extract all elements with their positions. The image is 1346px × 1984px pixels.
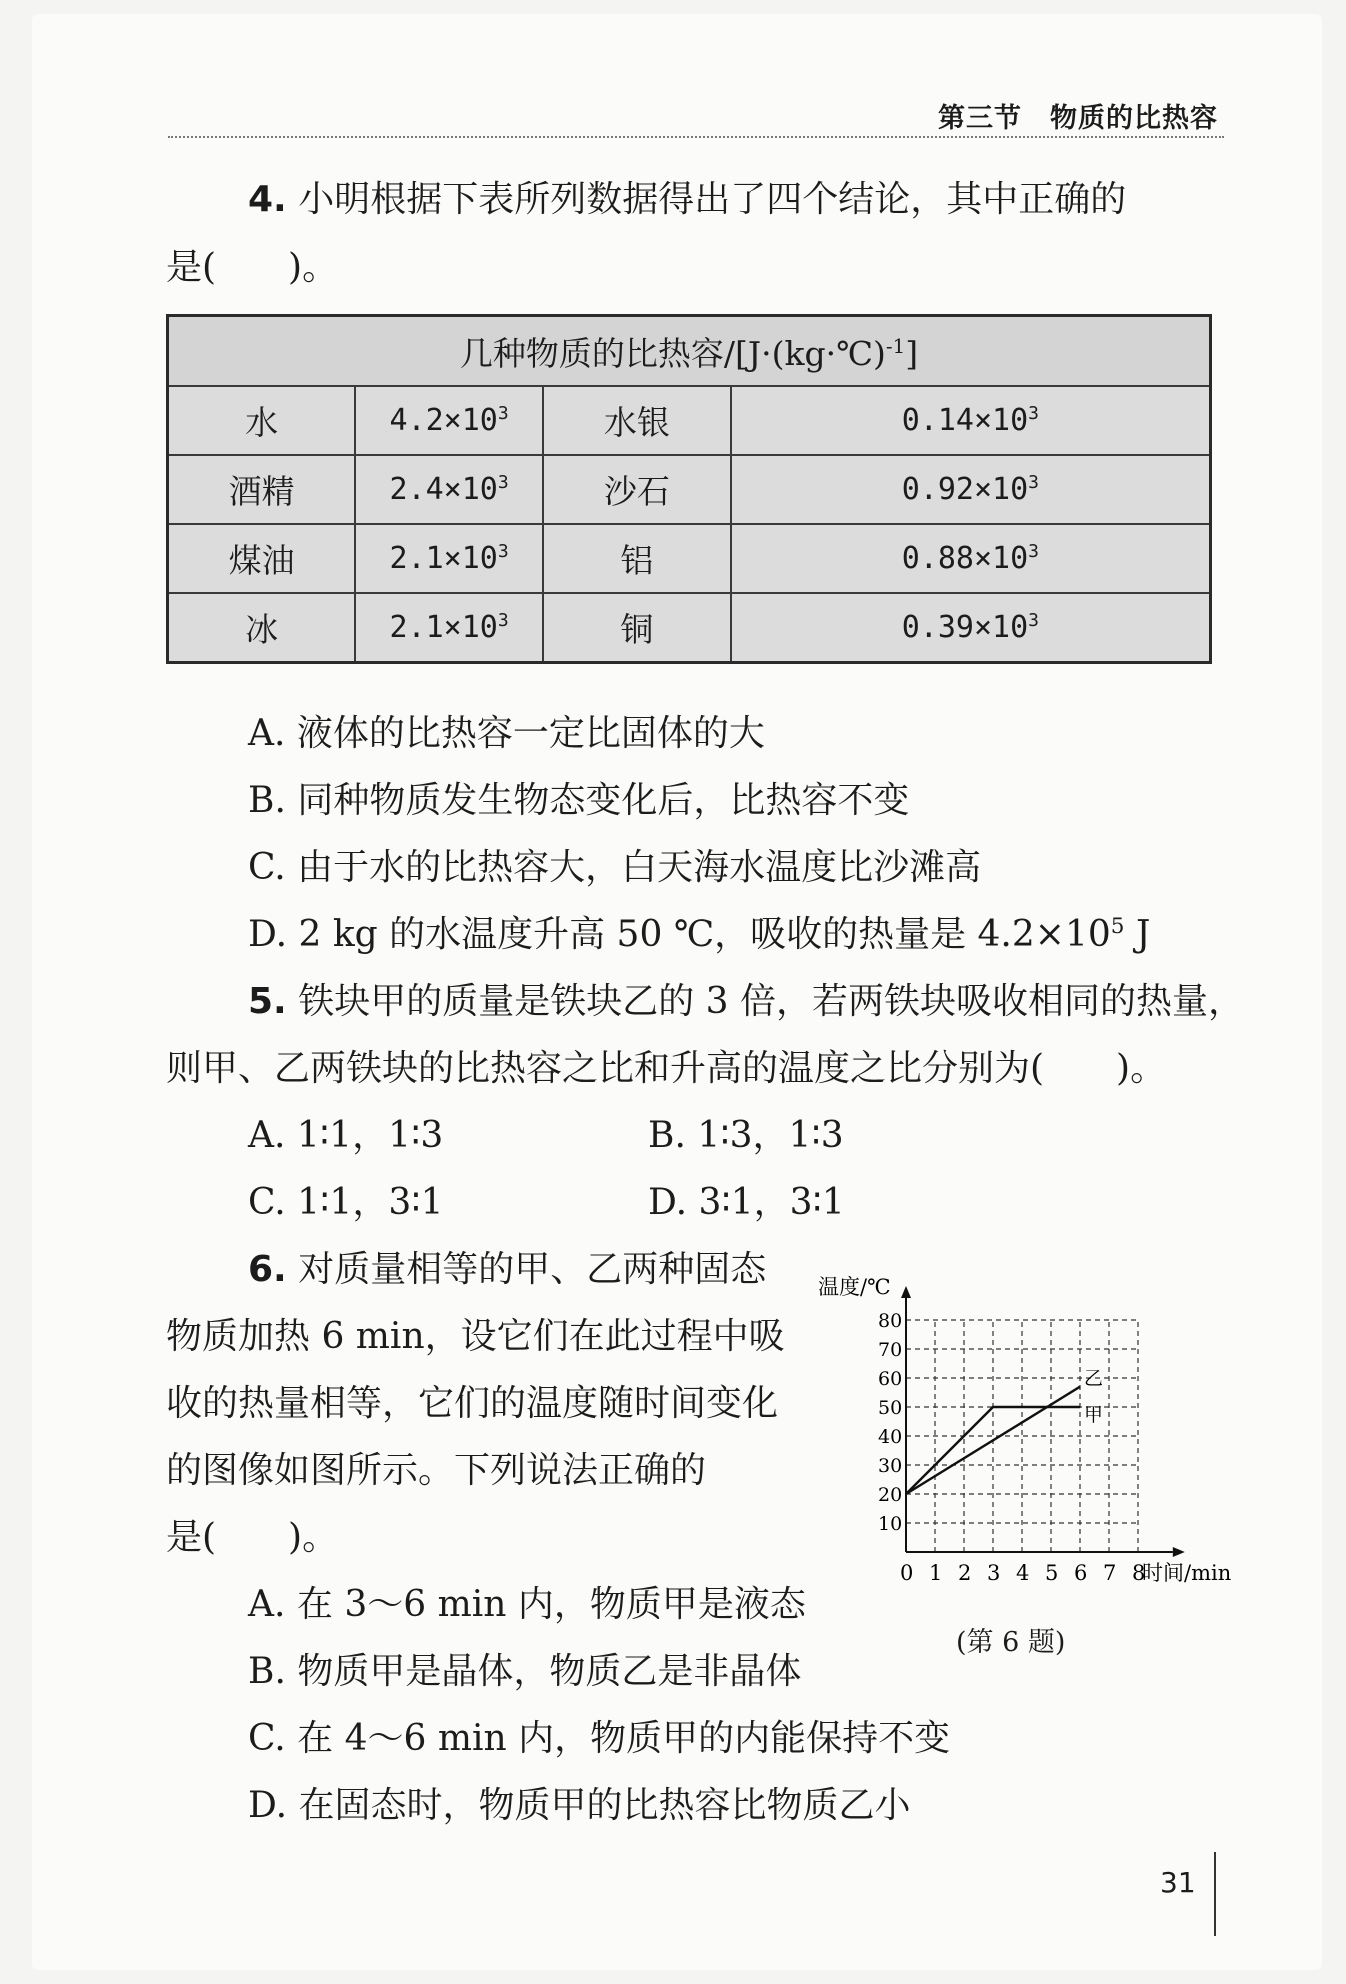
q4-stem-line1: 4. 小明根据下表所列数据得出了四个结论，其中正确的 [248,179,1127,220]
q5-option-a: A. 1∶1，1∶3 [248,1115,444,1156]
x-tick-label: 6 [1074,1561,1088,1585]
q6-stem-line3: 收的热量相等，它们的温度随时间变化 [166,1383,779,1424]
series-label: 甲 [1084,1404,1104,1426]
y-tick-label: 40 [878,1426,903,1448]
q4-number: 4. [248,179,287,220]
q6-stem-line2: 物质加热 6 min，设它们在此过程中吸 [166,1316,785,1357]
q4-option-a: A. 液体的比热容一定比固体的大 [248,713,765,754]
chart-canvas [816,1262,1256,1585]
y-axis-arrow [901,1286,911,1298]
q5-stem-line2: 则甲、乙两铁块的比热容之比和升高的温度之比分别为( )。 [166,1048,1167,1089]
table-title: 几种物质的比热容/[J·(kg·℃)$^{-1}$] [168,316,1211,387]
y-tick-label: 80 [878,1310,903,1332]
y-tick-label: 30 [878,1455,903,1477]
y-tick-label: 60 [878,1368,903,1390]
q4-option-b: B. 同种物质发生物态变化后，比热容不变 [248,780,910,821]
q6-stem-line1: 6. 对质量相等的甲、乙两种固态 [248,1249,767,1290]
y-tick-label: 70 [878,1339,903,1361]
x-axis-arrow [1173,1547,1185,1557]
x-tick-label: 3 [987,1561,1001,1585]
q5-option-c: C. 1∶1，3∶1 [248,1182,444,1223]
temperature-time-chart [816,1262,1256,1658]
q4-stem-line2: 是( )。 [166,247,339,288]
q6-option-d: D. 在固态时，物质甲的比热容比物质乙小 [248,1785,911,1826]
table-row: 水 $4.2\times 10^3$ 水银 $0.14\times 10^3$ [168,386,1211,455]
q6-option-c: C. 在 4～6 min 内，物质甲的内能保持不变 [248,1718,951,1759]
x-tick-label: 5 [1045,1561,1059,1585]
x-tick-label: 4 [1016,1561,1030,1585]
q6-option-b: B. 物质甲是晶体，物质乙是非晶体 [248,1651,802,1692]
q5-option-d: D. 3∶1，3∶1 [648,1182,845,1223]
y-axis-label: 温度/℃ [818,1275,891,1299]
q5-option-b: B. 1∶3，1∶3 [648,1115,844,1156]
x-tick-label: 8 [1132,1561,1146,1585]
page-number-rule [1214,1852,1216,1936]
table-row: 煤油 $2.1\times 10^3$ 铝 $0.88\times 10^3$ [168,524,1211,593]
running-header [168,96,1224,138]
q6-number: 6. [248,1249,287,1290]
q6-stem-line4: 的图像如图所示。下列说法正确的 [166,1450,707,1491]
section-title: 第三节 物质的比热容 [938,103,1218,134]
table-row: 酒精 $2.4\times 10^3$ 沙石 $0.92\times 10^3$ [168,455,1211,524]
y-tick-label: 20 [878,1484,903,1506]
page-number: 31 [1160,1866,1196,1899]
x-axis-label: 时间/min [1142,1561,1232,1585]
q6-stem-line5: 是( )。 [166,1517,339,1558]
q5-stem-line1: 5. 铁块甲的质量是铁块乙的 3 倍，若两铁块吸收相同的热量， [248,981,1244,1022]
x-tick-label: 1 [929,1561,943,1585]
specific-heat-table [166,314,1212,664]
table-row: 冰 $2.1\times 10^3$ 铜 $0.39\times 10^3$ [168,593,1211,663]
chart-caption: (第 6 题) [956,1627,1066,1658]
x-tick-label: 0 [900,1561,914,1585]
q4-option-d: D. 2 kg 的水温度升高 50 ℃，吸收的热量是 $4.2\times 10^5$ J [248,914,1151,955]
series-label: 乙 [1084,1367,1104,1390]
x-tick-label: 7 [1103,1561,1117,1585]
y-tick-label: 50 [878,1397,903,1419]
y-tick-label: 10 [878,1513,903,1535]
q4-option-c: C. 由于水的比热容大，白天海水温度比沙滩高 [248,847,982,888]
x-tick-label: 2 [958,1561,972,1585]
q5-number: 5. [248,981,287,1022]
q6-option-a: A. 在 3～6 min 内，物质甲是液态 [248,1584,806,1625]
